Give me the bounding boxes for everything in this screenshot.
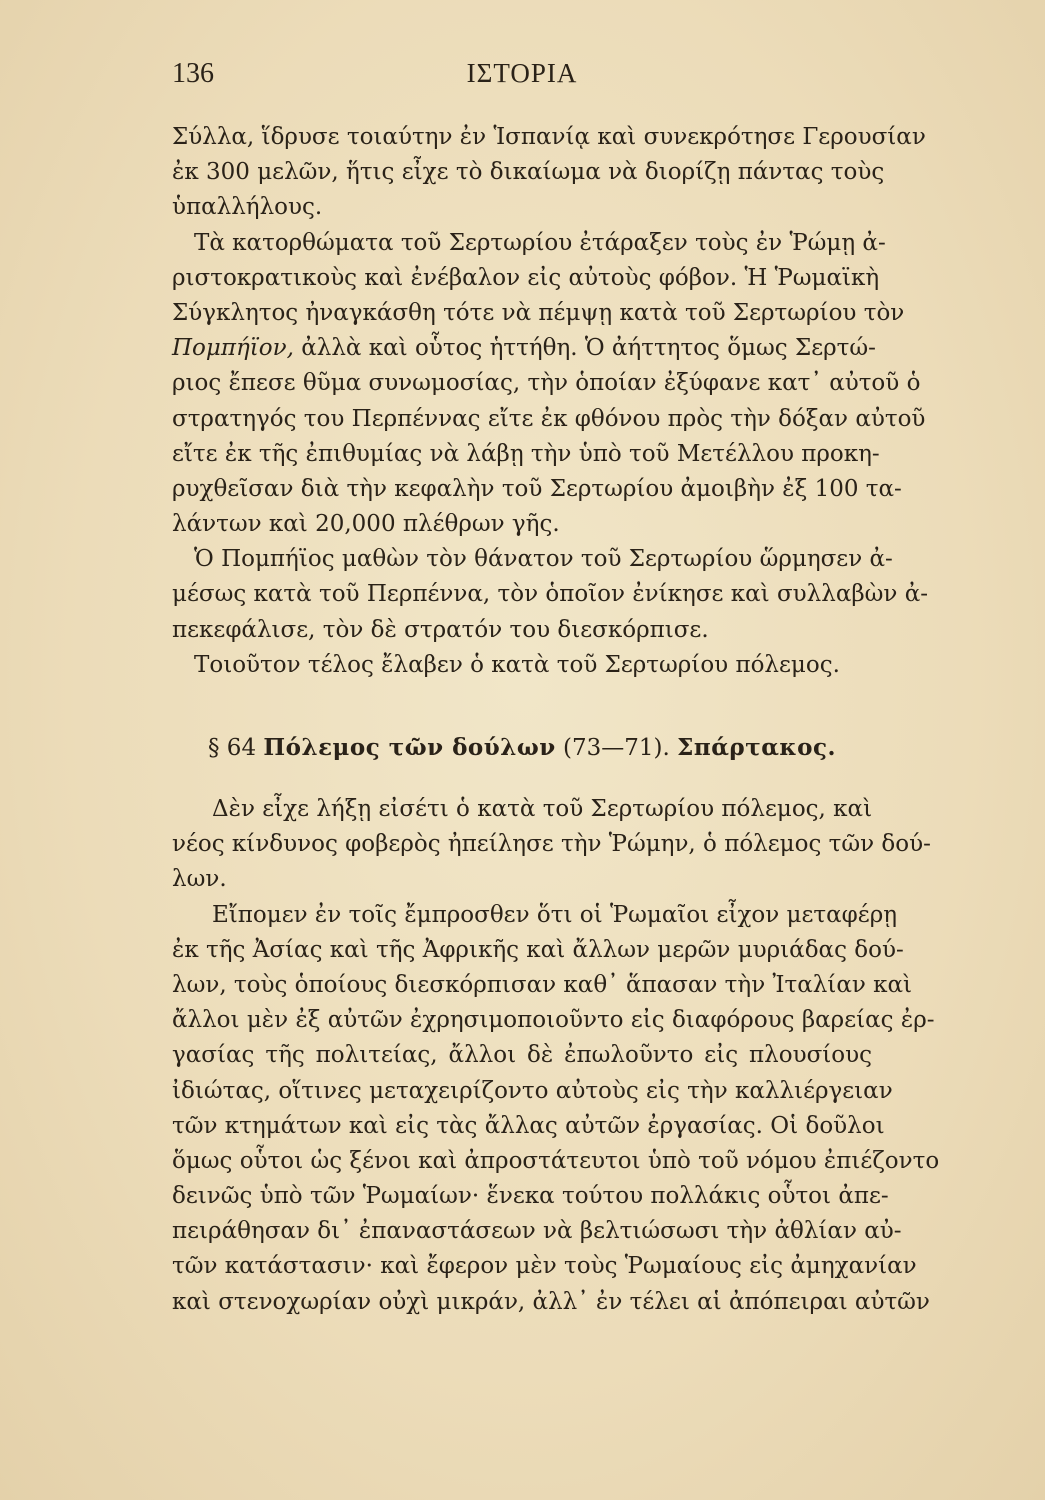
text-line: ἄλλοι μὲν ἐξ αὐτῶν ἐχρησιμοποιοῦντο εἰς διαφόρους βαρείας ἐρ- (172, 1007, 935, 1034)
text-line: στρατηγός του Περπέννας εἴτε ἐκ φθόνου πρὸς τὴν δόξαν αὐτοῦ (172, 405, 926, 432)
text-line: ὑπαλλήλους. (172, 194, 323, 221)
page-header (172, 58, 872, 98)
section-title: Πόλεμος τῶν δούλων (263, 734, 556, 761)
text-line: ἐκ τῆς Ἀσίας καὶ τῆς Ἀφρικῆς καὶ ἄλλων μερῶν μυριάδας δού- (172, 936, 904, 963)
text-line: Σύλλα, ἵδρυσε τοιαύτην ἐν Ἱσπανίᾳ καὶ συνεκρότησε Γερουσίαν (172, 124, 926, 150)
section-subtitle: Σπάρτακος. (677, 734, 836, 761)
text-line: ἐκ 300 μελῶν, ἥτις εἶχε τὸ δικαίωμα νὰ διορίζῃ πάντας τοὺς (172, 159, 885, 186)
text-line: λων, τοὺς ὁποίους διεσκόρπισαν καθ᾿ ἅπασαν τὴν Ἰταλίαν καὶ (172, 971, 913, 998)
section-dates: (73—71). (563, 735, 670, 761)
text-line: τῶν κατάστασιν· καὶ ἔφερον μὲν τοὺς Ῥωμαίους εἰς ἀμηχανίαν (172, 1253, 917, 1280)
text-line: Ὁ Πομπήϊος μαθὼν τὸν θάνατον τοῦ Σερτωρίου ὥρμησεν ἀ- (194, 546, 893, 573)
text-line-with-name (172, 331, 876, 366)
text-line: ὅμως οὗτοι ὡς ξένοι καὶ ἀπροστάτευτοι ὑπὸ τοῦ νόμου ἐπιέζοντο (172, 1147, 940, 1174)
text-line: Δὲν εἶχε λήξῃ εἰσέτι ὁ κατὰ τοῦ Σερτωρίου πόλεμος, καὶ (212, 796, 873, 822)
text-line: ρυχθεῖσαν διὰ τὴν κεφαλὴν τοῦ Σερτωρίου ἀμοιβὴν ἐξ 100 τα- (172, 475, 902, 502)
text-line: πειράθησαν δι᾿ ἐπαναστάσεων νὰ βελτιώσωσι τὴν ἀθλίαν αὐ- (172, 1218, 902, 1245)
text-line: ριος ἔπεσε θῦμα συνωμοσίας, τὴν ὁποίαν ἐξύφανε κατ᾿ αὐτοῦ ὁ (172, 370, 921, 397)
text-line-rest: ἀλλὰ καὶ οὗτος ἡττήθη. Ὁ ἀήττητος ὅμως Σερτώ- (301, 335, 876, 362)
text-line: ριστοκρατικοὺς καὶ ἐνέβαλον εἰς αὐτοὺς φόβον. Ἡ Ῥωμαϊκὴ (172, 264, 880, 291)
text-line: εἴτε ἐκ τῆς ἐπιθυμίας νὰ λάβῃ τὴν ὑπὸ τοῦ Μετέλλου προκη- (172, 440, 880, 467)
text-block-sertorius (172, 120, 929, 683)
text-line: καὶ στενοχωρίαν οὐχὶ μικράν, ἀλλ᾿ ἐν τέλει αἱ ἀπόπειραι αὐτῶν (172, 1288, 930, 1315)
section-heading (172, 728, 872, 768)
text-line: Τὰ κατορθώματα τοῦ Σερτωρίου ἐτάραξεν τοὺς ἐν Ῥώμῃ ἀ- (194, 229, 886, 256)
running-title: ΙΣΤΟΡΙΑ (466, 58, 578, 88)
text-line: δεινῶς ὑπὸ τῶν Ῥωμαίων· ἕνεκα τούτου πολλάκις οὗτοι ἀπε- (172, 1183, 889, 1210)
page-number: 136 (172, 58, 214, 89)
text-line: Σύγκλητος ἠναγκάσθη τότε νὰ πέμψῃ κατὰ τοῦ Σερτωρίου τὸν (172, 299, 905, 326)
text-line: ἰδιώτας, οἵτινες μεταχειρίζοντο αὐτοὺς εἰς τὴν καλλιέργειαν (172, 1077, 893, 1104)
text-line: Τοιοῦτον τέλος ἔλαβεν ὁ κατὰ τοῦ Σερτωρίου πόλεμος. (194, 651, 840, 678)
text-line: μέσως κατὰ τοῦ Περπέννα, τὸν ὁποῖον ἐνίκησε καὶ συλλαβὼν ἀ- (172, 581, 929, 608)
text-line: τῶν κτημάτων καὶ εἰς τὰς ἄλλας αὐτῶν ἐργασίας. Οἱ δοῦλοι (172, 1112, 885, 1139)
text-line: γασίας τῆς πολιτείας, ἄλλοι δὲ ἐπωλοῦντο εἰς πλουσίους (172, 1042, 872, 1069)
text-line: λων. (172, 866, 227, 893)
section-number: § 64 (208, 735, 257, 761)
text-line: Εἴπομεν ἐν τοῖς ἔμπροσθεν ὅτι οἱ Ῥωμαῖοι εἶχον μεταφέρῃ (212, 901, 898, 928)
text-line: λάντων καὶ 20,000 πλέθρων γῆς. (172, 511, 560, 538)
text-line: πεκεφάλισε, τὸν δὲ στρατόν του διεσκόρπισε. (172, 616, 709, 643)
text-line: νέος κίνδυνος φοβερὸς ἠπείλησε τὴν Ῥώμην, ὁ πόλεμος τῶν δού- (172, 831, 931, 858)
italic-name-pompey: Πομπήϊον, (172, 335, 294, 362)
text-block-slave-war (172, 792, 940, 1320)
